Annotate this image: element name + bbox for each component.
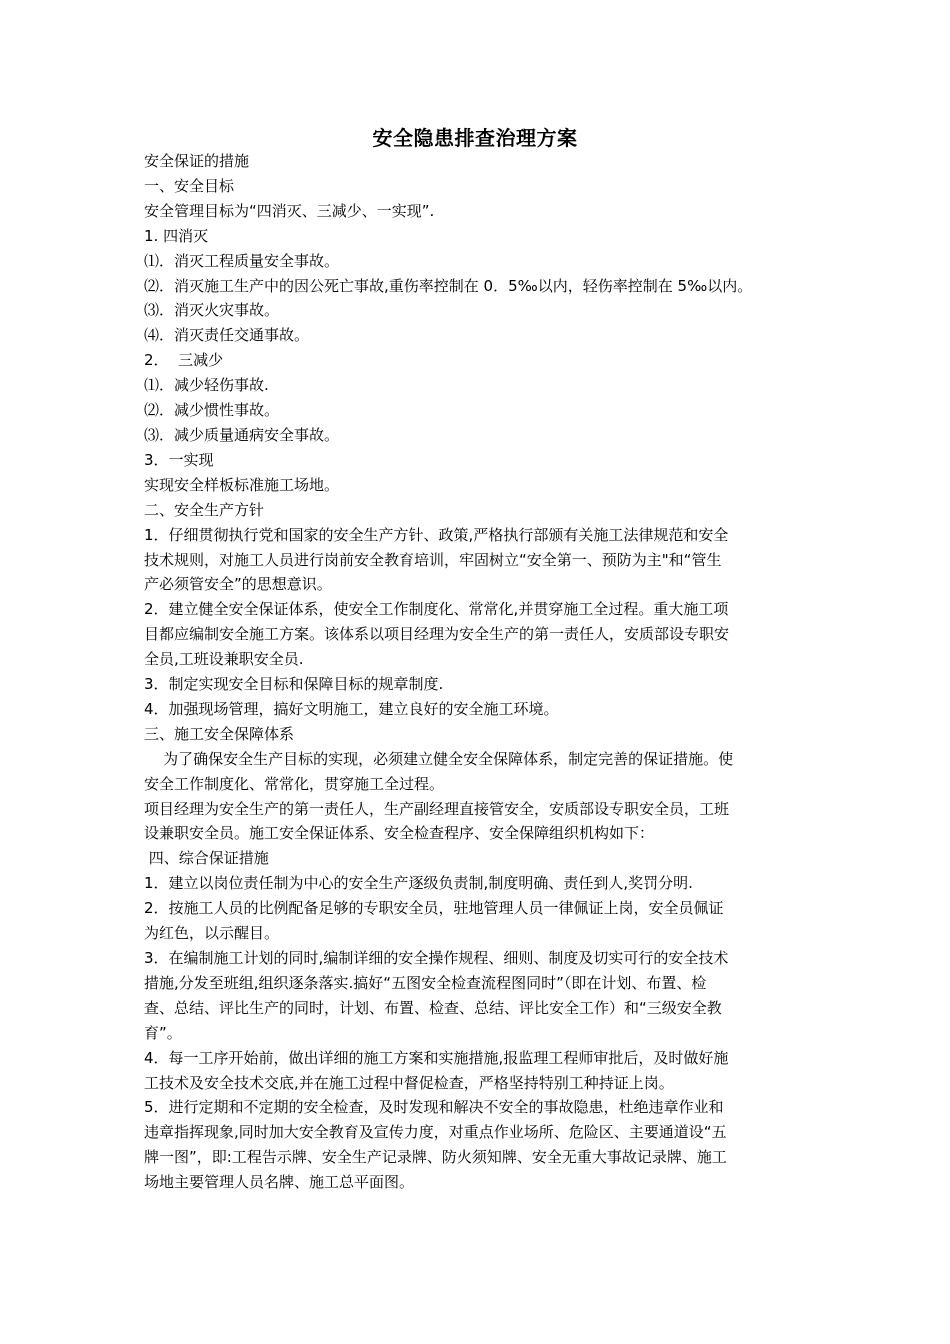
text-line: 安全保证的措施	[144, 152, 250, 170]
text-line: 查、总结、评比生产的同时，计划、布置、检查、总结、评比安全工作）和“三级安全教	[144, 998, 722, 1017]
text-line: ⑷．消灭责任交通事故。	[144, 326, 310, 345]
text-line: ⑵．消灭施工生产中的因公死亡事故,重伤率控制在 0．5‰以内，轻伤率控制在 5‰以内。	[144, 276, 753, 295]
text-line: 实现安全样板标准施工场地。	[144, 475, 340, 494]
text-line: 5．进行定期和不定期的安全检查，及时发现和解决不安全的事故隐患，杜绝违章作业和	[144, 1098, 724, 1117]
text-line: 产必须管安全”的思想意识。	[144, 575, 332, 594]
text-line: 4．每一工序开始前，做出详细的施工方案和实施措施,报监理工程师审批后，及时做好施	[144, 1048, 729, 1067]
text-line: 三、施工安全保障体系	[144, 724, 295, 743]
text-line: 3．一实现	[144, 450, 214, 469]
text-line: 3．在编制施工计划的同时,编制详细的安全操作规程、细则、制度及切实可行的安全技术	[144, 949, 729, 967]
text-line: 为了确保安全生产目标的实现，必须建立健全安全保障体系，制定完善的保证措施。使	[144, 749, 734, 768]
text-line: ⑵．减少惯性事故。	[144, 401, 280, 420]
text-line: 育”。	[144, 1023, 182, 1042]
text-line: 安全工作制度化、常常化，贯穿施工全过程。	[144, 774, 445, 793]
text-line: 目都应编制安全施工方案。该体系以项目经理为安全生产的第一责任人，安质部设专职安	[144, 625, 730, 644]
text-line: 为红色，以示醒目。	[144, 924, 280, 943]
text-line: 2． 三减少	[144, 351, 224, 370]
text-line: 牌一图”，即:工程告示牌、安全生产记录牌、防火须知牌、安全无重大事故记录牌、施工	[144, 1148, 727, 1167]
document-body	[144, 149, 808, 1195]
text-line: ⑴．消灭工程质量安全事故。	[144, 251, 340, 270]
text-line: 1. 四消灭	[144, 226, 209, 245]
text-line: 二、安全生产方针	[144, 500, 265, 519]
text-line: 一、安全目标	[144, 176, 235, 195]
text-line: 违章指挥现象,同时加大安全教育及宣传力度，对重点作业场所、危险区、主要通道设“五	[144, 1123, 727, 1142]
text-line: 技术规则，对施工人员进行岗前安全教育培训，牢固树立“安全第一、预防为主"和“管生	[144, 550, 722, 569]
text-line: 2．按施工人员的比例配备足够的专职安全员，驻地管理人员一律佩证上岗，安全员佩证	[144, 899, 724, 918]
text-line: ⑶．消灭火灾事故。	[144, 301, 280, 320]
text-line: 工技术及安全技术交底,并在施工过程中督促检查，严格坚持特别工种持证上岗。	[144, 1073, 674, 1092]
text-line: 1．仔细贯彻执行党和国家的安全生产方针、政策,严格执行部颁有关施工法律规范和安全	[144, 525, 729, 544]
text-line: 场地主要管理人员名牌、施工总平面图。	[144, 1173, 415, 1192]
text-line: 1．建立以岗位责任制为中心的安全生产逐级负责制,制度明确、责任到人,奖罚分明.	[144, 874, 693, 893]
text-line: 3．制定实现安全目标和保障目标的规章制度.	[144, 675, 444, 694]
text-line: 4．加强现场管理，搞好文明施工，建立良好的安全施工环境。	[144, 699, 559, 718]
text-line: 设兼职安全员。施工安全保证体系、安全检查程序、安全保障组织机构如下：	[144, 824, 655, 843]
text-line: 四、综合保证措施	[144, 849, 269, 868]
text-line: 全员,工班设兼职安全员.	[144, 650, 304, 669]
document-title: 安全隐患排查治理方案	[372, 126, 578, 150]
text-line: 项目经理为安全生产的第一责任人，生产副经理直接管安全，安质部设专职安全员，工班	[144, 799, 730, 818]
text-line: ⑶．减少质量通病安全事故。	[144, 425, 340, 444]
text-line: 措施,分发至班组,组织逐条落实.搞好“五图安全检查流程图同时”（即在计划、布置、检	[144, 973, 707, 992]
text-line: ⑴．减少轻伤事故.	[144, 376, 269, 395]
text-line: 2．建立健全安全保证体系，使安全工作制度化、常常化,并贯穿施工全过程。重大施工项	[144, 600, 729, 619]
text-line: 安全管理目标为“四消灭、三减少、一实现”.	[144, 201, 435, 220]
